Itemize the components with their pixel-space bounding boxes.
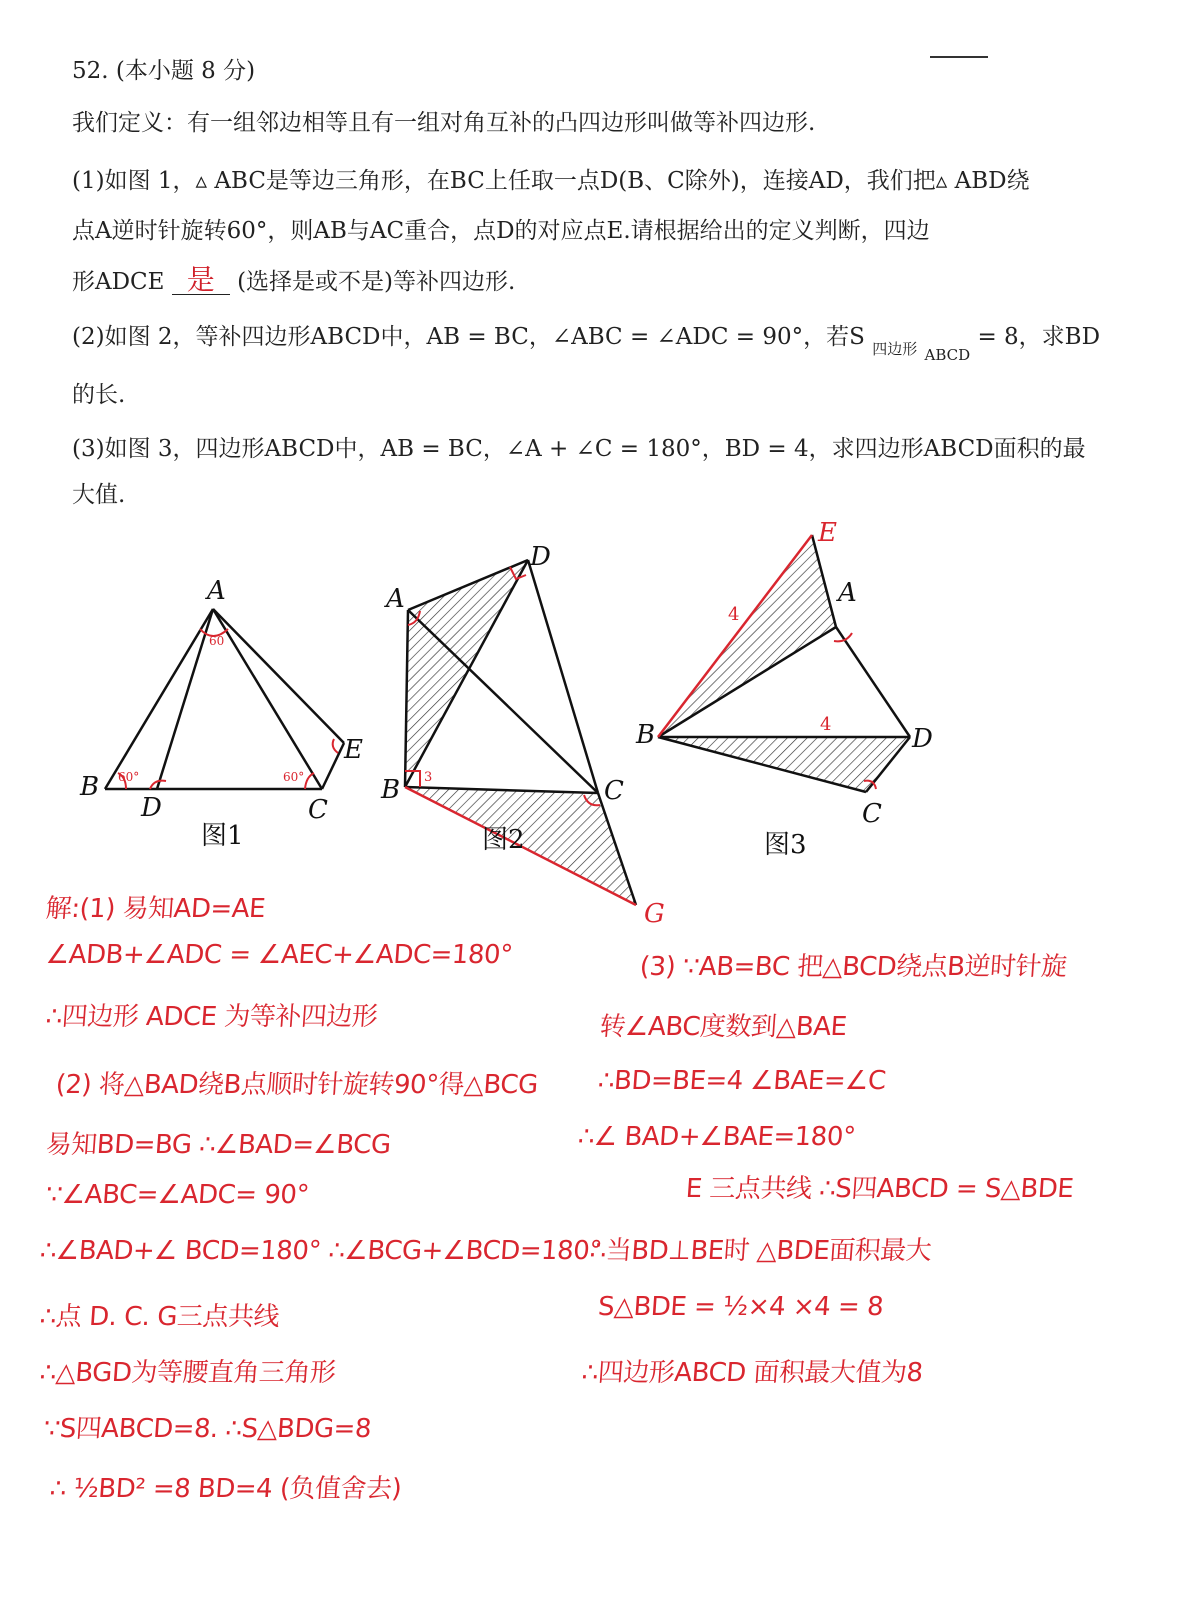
fig1-label-e: E — [344, 735, 363, 765]
sol-left-9: ∴△BGD为等腰直角三角形 — [38, 1358, 337, 1388]
sol-left-8: ∴点 D. C. G三点共线 — [38, 1302, 281, 1332]
fig1-angle-top: 60 — [209, 634, 225, 648]
part1-line2: 点A逆时针旋转60°，则AB与AC重合，点D的对应点E.请根据给出的定义判断，四边 — [72, 218, 930, 244]
fig2-label-d: D — [530, 542, 551, 572]
part1-line1: (1)如图 1，▵ ABC是等边三角形，在BC上任取一点D(B、C除外)，连接AD，我们把▵ ABD绕 — [72, 168, 1030, 194]
part2-sub2: ABCD — [924, 346, 971, 364]
fig3-side-ad — [836, 627, 910, 737]
fig3-label-e: E — [818, 518, 837, 548]
problem-header: 52. (本小题 8 分) — [72, 58, 256, 84]
figure-1 — [105, 609, 344, 789]
fig1-angle-c: 60° — [283, 770, 305, 784]
sol-left-1: 解:(1) 易知AD=AE — [44, 894, 267, 924]
fig2-label-b: B — [381, 775, 401, 805]
sol-left-11: ∴ ½BD² =8 BD=4 (负值舍去) — [48, 1474, 403, 1504]
part3-line2: 大值. — [72, 482, 126, 508]
fig3-hatched-bea — [658, 535, 836, 737]
fig3-label-a: A — [838, 578, 857, 608]
part1-line3 — [72, 263, 516, 297]
fig2-label-g: G — [644, 899, 665, 929]
sol-right-5: E 三点共线 ∴S四ABCD = S△BDE — [684, 1174, 1075, 1204]
fig1-label-c: C — [308, 795, 328, 825]
fig2-label-a: A — [386, 584, 405, 614]
fig1-caption: 图1 — [201, 821, 244, 851]
fig1-label-b: B — [80, 772, 100, 802]
sol-right-3: ∴BD=BE=4 ∠BAE=∠C — [596, 1066, 887, 1096]
fig1-angle-b: 60° — [118, 770, 140, 784]
part3-line1: (3)如图 3，四边形ABCD中，AB = BC，∠A + ∠C = 180°，BD = 4，求四边形ABCD面积的最 — [72, 436, 1086, 462]
part2-line1 — [72, 324, 1101, 364]
part1-line3-prefix: 形ADCE — [72, 269, 165, 295]
part2-line2: 的长. — [72, 382, 126, 408]
sol-left-4: (2) 将△BAD绕B点顺时针旋转90°得△BCG — [54, 1070, 539, 1100]
sol-left-10: ∵S四ABCD=8. ∴S△BDG=8 — [42, 1414, 372, 1444]
sol-left-2: ∠ADB+∠ADC = ∠AEC+∠ADC=180° — [44, 940, 514, 970]
fig3-length-be: 4 — [728, 604, 740, 625]
figures-canvas — [0, 515, 1199, 935]
part2-sub1: 四边形 — [872, 340, 918, 358]
part1-answer-blank: 是 — [172, 266, 230, 295]
sol-left-7: ∴∠BAD+∠ BCD=180° ∴∠BCG+∠BCD=180° — [38, 1236, 603, 1266]
fig2-label-c: C — [604, 776, 624, 806]
fig2-angle-b3: 3 — [424, 770, 433, 785]
sol-left-3: ∴四边形 ADCE 为等补四边形 — [44, 1002, 379, 1032]
fig1-label-a: A — [207, 576, 226, 606]
sol-right-6: ∴当BD⊥BE时 △BDE面积最大 — [588, 1236, 933, 1266]
fig3-label-b: B — [636, 720, 656, 750]
sol-right-8: ∴四边形ABCD 面积最大值为8 — [580, 1358, 924, 1388]
fig3-label-d: D — [912, 724, 933, 754]
sol-right-1: (3) ∵AB=BC 把△BCD绕点B逆时针旋 — [638, 952, 1068, 982]
fig1-side-ab — [105, 609, 213, 789]
sol-right-4: ∴∠ BAD+∠BAE=180° — [576, 1122, 857, 1152]
fig1-segment-ce — [322, 743, 344, 789]
figure-3-labels — [635, 518, 933, 860]
fig3-caption: 图3 — [764, 830, 807, 860]
sol-left-6: ∵∠ABC=∠ADC= 90° — [44, 1180, 310, 1210]
definition: 我们定义：有一组邻边相等且有一组对角互补的凸四边形叫做等补四边形. — [72, 110, 816, 136]
fig1-label-d: D — [141, 793, 162, 823]
top-dash — [930, 56, 988, 58]
fig2-caption: 图2 — [482, 825, 525, 855]
fig3-length-bd: 4 — [820, 714, 832, 735]
sol-left-5: 易知BD=BG ∴∠BAD=∠BCG — [44, 1130, 392, 1160]
fig3-label-c: C — [862, 799, 882, 829]
fig1-segment-ad — [157, 609, 213, 789]
part2-prefix: (2)如图 2，等补四边形ABCD中，AB = BC，∠ABC = ∠ADC = 90°，若S — [72, 324, 865, 350]
sol-right-2: 转∠ABC度数到△BAE — [598, 1012, 848, 1042]
fig1-angle-arc-e — [333, 739, 338, 753]
figure-3 — [658, 535, 910, 792]
fig1-side-ac — [213, 609, 322, 789]
part1-line3-suffix: (选择是或不是)等补四边形. — [237, 269, 516, 295]
sol-right-7: S△BDE = ½×4 ×4 = 8 — [596, 1292, 885, 1322]
fig1-segment-ae — [213, 609, 344, 743]
part2-suffix: = 8，求BD — [977, 324, 1101, 350]
